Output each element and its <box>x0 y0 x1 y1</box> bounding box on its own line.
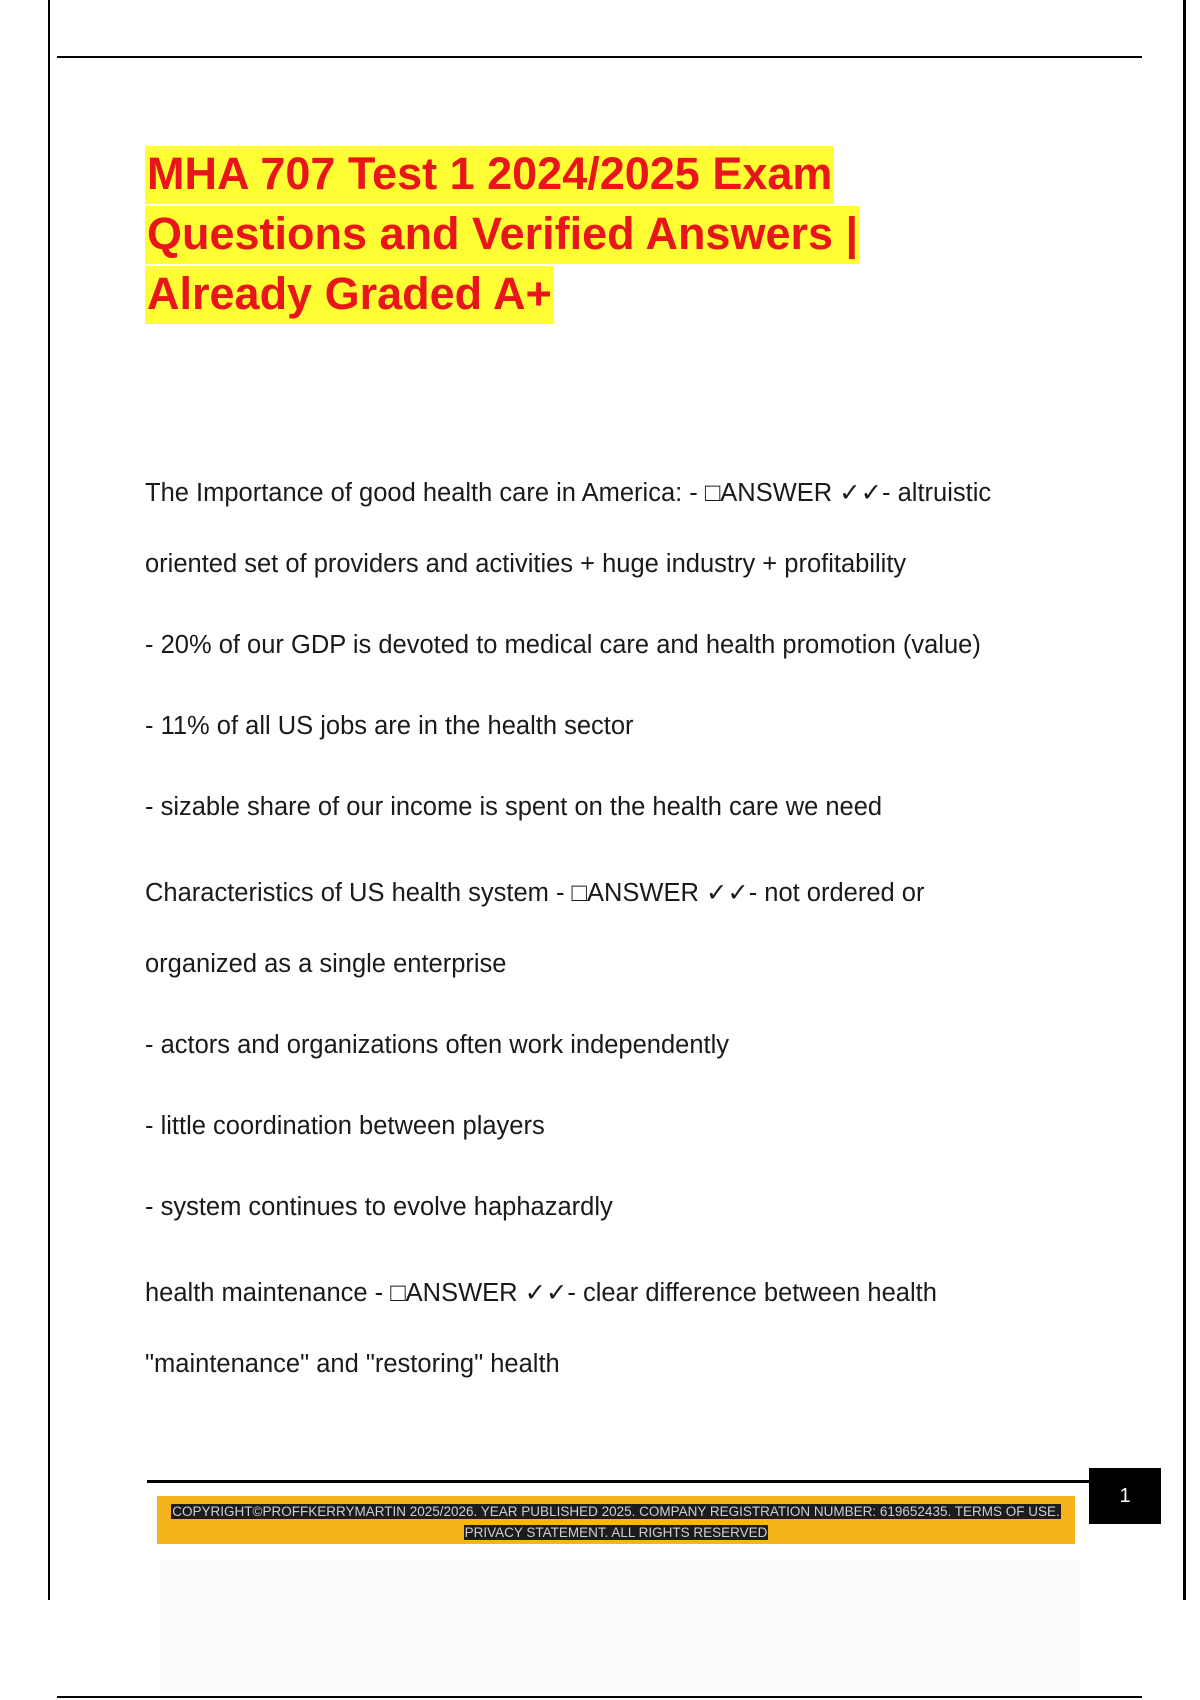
qa-line: health maintenance - □ANSWER ✓✓- clear difference between health <box>145 1279 937 1307</box>
qa-line: - little coordination between players <box>145 1112 545 1140</box>
qa-line: "maintenance" and "restoring" health <box>145 1350 560 1378</box>
title-line: Questions and Verified Answers | <box>145 206 860 264</box>
footer-rule <box>147 1480 1091 1483</box>
header-rule <box>57 56 1142 58</box>
qa-line: organized as a single enterprise <box>145 950 507 978</box>
page-border-left <box>48 0 50 1600</box>
document-title <box>145 146 1045 326</box>
page-number: 1 <box>1089 1468 1161 1524</box>
qa-line: - 20% of our GDP is devoted to medical care and health promotion (value) <box>145 631 981 659</box>
next-page-rule <box>57 1696 1142 1698</box>
footer-line: PRIVACY STATEMENT. ALL RIGHTS RESERVED <box>464 1525 768 1540</box>
qa-line: - 11% of all US jobs are in the health sector <box>145 712 634 740</box>
footer-line: COPYRIGHT©PROFFKERRYMARTIN 2025/2026. YEAR PUBLISHED 2025. COMPANY REGISTRATION NUMBER: 619652435. TERMS OF USE. <box>172 1504 1060 1519</box>
qa-line: - sizable share of our income is spent on the health care we need <box>145 793 883 821</box>
title-line: Already Graded A+ <box>145 266 554 324</box>
page-border-right <box>1183 0 1186 1600</box>
title-line: MHA 707 Test 1 2024/2025 Exam <box>145 146 834 204</box>
qa-line: The Importance of good health care in America: - □ANSWER ✓✓- altruistic <box>145 479 992 507</box>
qa-line: Characteristics of US health system - □ANSWER ✓✓- not ordered or <box>145 879 925 907</box>
page-bottom-area <box>160 1560 1080 1690</box>
qa-line: - actors and organizations often work independently <box>145 1031 730 1059</box>
copyright-footer <box>157 1501 1075 1543</box>
qa-line: oriented set of providers and activities + huge industry + profitability <box>145 550 907 578</box>
qa-line: - system continues to evolve haphazardly <box>145 1193 613 1221</box>
